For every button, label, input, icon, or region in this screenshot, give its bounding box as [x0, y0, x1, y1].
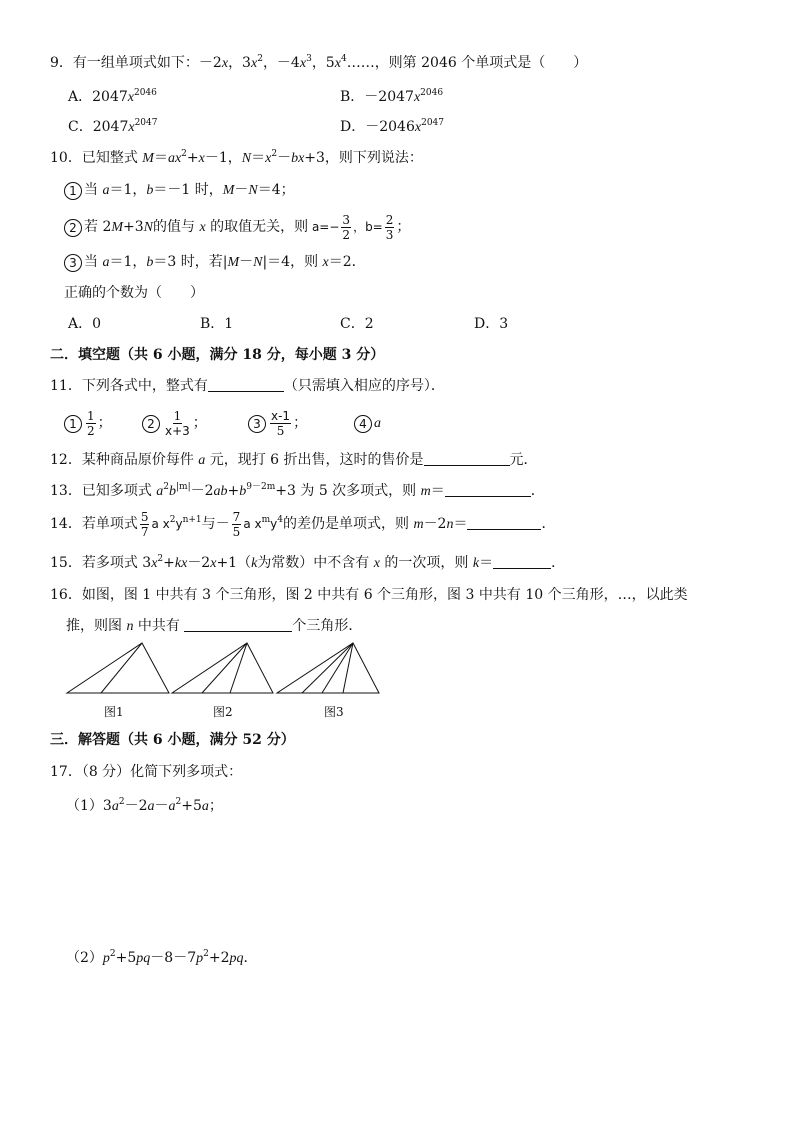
q11-option-4: 4 a: [354, 406, 381, 441]
circle-number-3: 3: [248, 415, 266, 433]
question-16-line-2: 推，则图 n 中共有 个三角形．: [66, 618, 363, 634]
question-9: 9．有一组单项式如下：－2x，$3x^2$，$-4x^3$，$5x^4\dots\dots$，则第 2046 个单项式是（ ）: [50, 54, 588, 71]
answer-blank[interactable]: [445, 482, 531, 497]
question-16: 16．如图，图 1 中共有 3 个三角形，图 2 中共有 6 个三角形，图 3 中共有 10 个三角形，…，以此类: [50, 587, 688, 603]
q10-option-d[interactable]: D．3: [474, 316, 509, 332]
q10-statement-3: 3 当 a＝1，b＝3 时，若|M－N|＝4，则 x＝2．: [64, 252, 366, 273]
question-10: 10．已知整式 $M=ax^2+x-1$，$N=x^2-bx+3$，则下列说法：: [50, 149, 423, 166]
q11-option-1: 1 $\frac{1}{2}$ ；: [64, 406, 112, 440]
q17-part-2: $(2)p^2+5pq-8-7p^2+2pq$．: [66, 949, 258, 966]
question-12: 12．某种商品原价每件 a 元，现打 6 折出售，这时的售价是 元．: [50, 452, 538, 468]
question-11: 11．下列各式中，整式有 （只需填入相应的序号）．: [50, 378, 445, 394]
q9-option-b[interactable]: B．$-2047x^{2046}$: [340, 88, 444, 105]
figure-2-triangle: [172, 643, 273, 693]
figure-1-caption: 图1: [104, 705, 124, 719]
fraction-2-3: $\frac{2}{3}$: [385, 212, 394, 242]
answer-blank[interactable]: [424, 451, 510, 466]
q11-option-3: 3 $\frac{x-1}{5}$ ；: [248, 406, 307, 440]
figure-3-caption: 图3: [324, 705, 344, 719]
circle-number-1: 1: [64, 182, 82, 200]
figure-1-triangle: [67, 643, 169, 693]
question-17: 17．（8 分）化简下列多项式：: [50, 764, 243, 780]
answer-blank[interactable]: [493, 554, 551, 569]
q10-option-a[interactable]: A．0: [68, 316, 102, 332]
circle-number-3: 3: [64, 254, 82, 272]
q17-part-1: $(1)3a^2-2a-a^2+5a$；: [66, 797, 223, 814]
q10-option-b[interactable]: B．1: [200, 316, 234, 332]
q9-option-d[interactable]: D．$-2046x^{2047}$: [340, 118, 444, 135]
answer-blank[interactable]: [184, 617, 292, 632]
fraction-3-2: $\frac{3}{2}$: [342, 212, 351, 242]
question-15: 15．若多项式 $3x^2+kx-2x+1(k$为常数）中不含有 x 的一次项，则 k＝ ．: [50, 554, 566, 571]
answer-blank[interactable]: [208, 377, 284, 392]
q10-statement-2: 2 若 2M+3N的值与 x 的取值无关，则 a=− $\frac{3}{2}$ ，b= $\frac{2}{3}$ ；: [64, 212, 410, 243]
circle-number-4: 4: [354, 415, 372, 433]
triangle-figures: [0, 640, 400, 700]
section-2-heading: 二．填空题（共 6 小题，满分 18 分，每小题 3 分）: [50, 347, 385, 363]
circle-number-2: 2: [64, 219, 82, 237]
question-13: 13．已知多项式 $a^2b^{|m|}-2ab+b^{9-2m}+3$ 为 5 次多项式，则 m＝ ．: [50, 482, 545, 499]
q10-statement-1: 1 当 a＝1，b＝－1 时，M－N＝4；: [64, 180, 295, 201]
q10-option-c[interactable]: C．2: [340, 316, 374, 332]
q9-option-a[interactable]: A．$2047x^{2046}$: [68, 88, 157, 105]
q10-count-prompt: 正确的个数为（ ）: [64, 285, 204, 301]
answer-blank[interactable]: [467, 515, 541, 530]
circle-number-1: 1: [64, 415, 82, 433]
q9-option-c[interactable]: C．$2047x^{2047}$: [68, 118, 158, 135]
circle-number-2: 2: [142, 415, 160, 433]
figure-3-triangle: [277, 643, 379, 693]
question-14: 14．若单项式 $\frac{5}{7}$ a $x^2y^{n+1}$与－ $\frac{7}{5}$ a $x^my^4$的差仍是单项式，则 m－2n＝ ．: [50, 509, 556, 539]
figure-2-caption: 图2: [213, 705, 233, 719]
q11-option-2: 2 $\frac{1}{x+3}$ ；: [142, 406, 207, 440]
section-3-heading: 三．解答题（共 6 小题，满分 52 分）: [50, 732, 295, 748]
